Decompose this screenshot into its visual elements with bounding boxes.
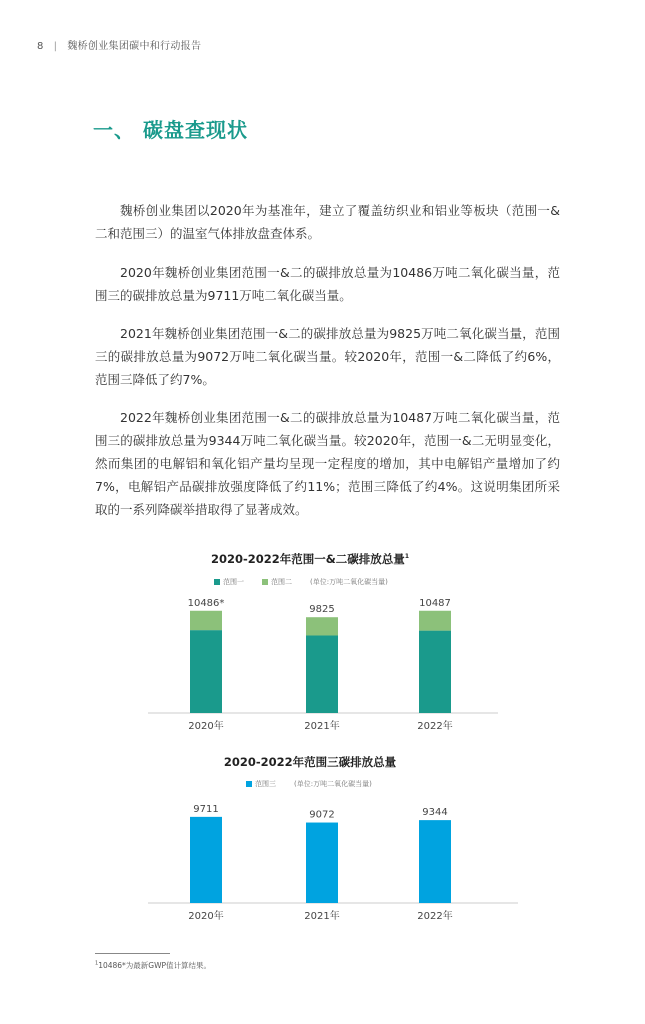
section-title: 一、 碳盘查现状 [93, 118, 248, 142]
page-number: 8 [37, 41, 44, 52]
chart1-tick-label: 2022年 [417, 721, 453, 732]
legend-label-scope2: 范围二 [271, 578, 292, 586]
chart1-data-label: 9825 [309, 604, 335, 616]
paragraph-2021: 2021年魏桥创业集团范围一&二的碳排放总量为9825万吨二氧化碳当量，范围三的碳排放总量为9072万吨二氧化碳当量。较2020年，范围一&二降低了约6%，范围三降低了约7%。 [95, 326, 560, 387]
paragraph-intro: 魏桥创业集团以2020年为基准年，建立了覆盖纺织业和铝业等板块（范围一&二和范围三）的温室气体排放盘查体系。 [95, 203, 560, 241]
chart2-bar-范围三-2022年 [419, 820, 451, 903]
chart1-data-label: 10486* [187, 597, 225, 609]
paragraph-2020: 2020年魏桥创业集团范围一&二的碳排放总量为10486万吨二氧化碳当量，范围三的碳排放总量为9711万吨二氧化碳当量。 [95, 265, 560, 303]
chart2-unit: (单位:万吨二氧化碳当量) [294, 780, 372, 788]
chart2-data-label: 9344 [422, 807, 448, 819]
legend-label-scope3: 范围三 [255, 780, 276, 788]
footnote-text: 10486*为最新GWP值计算结果。 [98, 961, 212, 970]
chart1-title-text: 2020-2022年范围一&二碳排放总量 [210, 552, 405, 566]
chart1-title-footnote-marker: 1 [404, 553, 409, 561]
paragraph-2022: 2022年魏桥创业集团范围一&二的碳排放总量为10487万吨二氧化碳当量，范围三的碳排放总量为9344万吨二氧化碳当量。较2020年，范围一&二无明显变化，然而集团的电解铝和氧化铝产量均呈现一定程度的增加，其中电解铝产量增加了约7%，电解铝产品碳排放强度降低了约11%；范围三降低了约4%。这说明集团所采取的一系列降碳举措取得了显著成效。 [95, 410, 560, 517]
chart2-data-label: 9711 [193, 803, 219, 815]
chart1-tick-label: 2021年 [304, 721, 340, 732]
footnote [95, 960, 211, 971]
header-separator: | [53, 41, 58, 52]
chart2-bar-范围三-2021年 [306, 823, 338, 903]
chart1-data-label: 10487 [419, 597, 451, 609]
chart2-data-label: 9072 [309, 809, 335, 821]
report-title: 魏桥创业集团碳中和行动报告 [67, 41, 202, 52]
chart2-tick-label: 2021年 [304, 911, 340, 922]
chart1-unit: (单位:万吨二氧化碳当量) [310, 578, 388, 586]
footnote-marker: 1 [95, 960, 99, 967]
footnote-divider [95, 953, 170, 954]
chart2-bar-范围三-2020年 [190, 817, 222, 903]
chart2-tick-label: 2022年 [417, 911, 453, 922]
legend-label-scope1: 范围一 [223, 578, 244, 586]
chart2-tick-label: 2020年 [188, 911, 224, 922]
chart1-tick-label: 2020年 [188, 721, 224, 732]
chart2-title: 2020-2022年范围三碳排放总量 [223, 755, 397, 769]
